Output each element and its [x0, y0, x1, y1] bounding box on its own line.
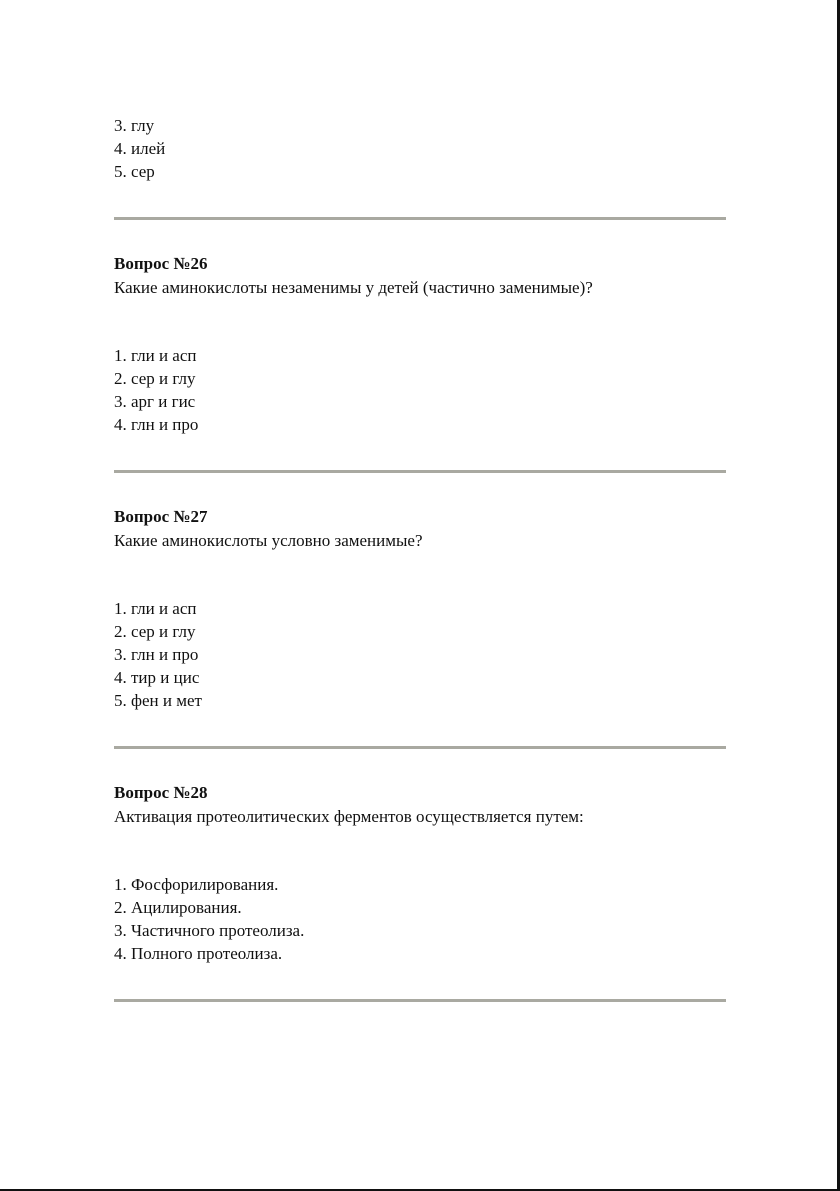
- answer-option: 1. гли и асп: [114, 599, 197, 618]
- separator-rule: [114, 999, 726, 1002]
- answer-option: 4. глн и про: [114, 415, 199, 434]
- page-content: [114, 114, 726, 1002]
- answer-option: 5. фен и мет: [114, 691, 202, 710]
- answer-option: 3. Частичного протеолиза.: [114, 921, 305, 940]
- answer-option: 4. Полного протеолиза.: [114, 944, 283, 963]
- answer-option: 4. тир и цис: [114, 668, 200, 687]
- answer-option: 2. сер и глу: [114, 622, 196, 641]
- answer-option: 1. Фосфорилирования.: [114, 875, 279, 894]
- answer-option: 5. сер: [114, 162, 155, 181]
- question-title: Вопрос №27: [114, 507, 208, 526]
- question-block-26: [114, 252, 726, 436]
- answer-option: 2. Ацилирования.: [114, 898, 242, 917]
- carryover-options: [114, 114, 726, 183]
- answer-option: 4. илей: [114, 139, 166, 158]
- answer-option: 1. гли и асп: [114, 346, 197, 365]
- answer-option: 3. арг и гис: [114, 392, 196, 411]
- question-text: Активация протеолитических ферментов осуществляется путем:: [114, 807, 584, 826]
- answer-option: 3. глу: [114, 116, 155, 135]
- question-text: Какие аминокислоты незаменимы у детей (частично заменимые)?: [114, 278, 593, 297]
- question-title: Вопрос №26: [114, 254, 208, 273]
- question-block-27: [114, 505, 726, 712]
- answer-option: 3. глн и про: [114, 645, 199, 664]
- question-title: Вопрос №28: [114, 783, 208, 802]
- question-block-28: [114, 781, 726, 965]
- answer-option: 2. сер и глу: [114, 369, 196, 388]
- question-text: Какие аминокислоты условно заменимые?: [114, 531, 423, 550]
